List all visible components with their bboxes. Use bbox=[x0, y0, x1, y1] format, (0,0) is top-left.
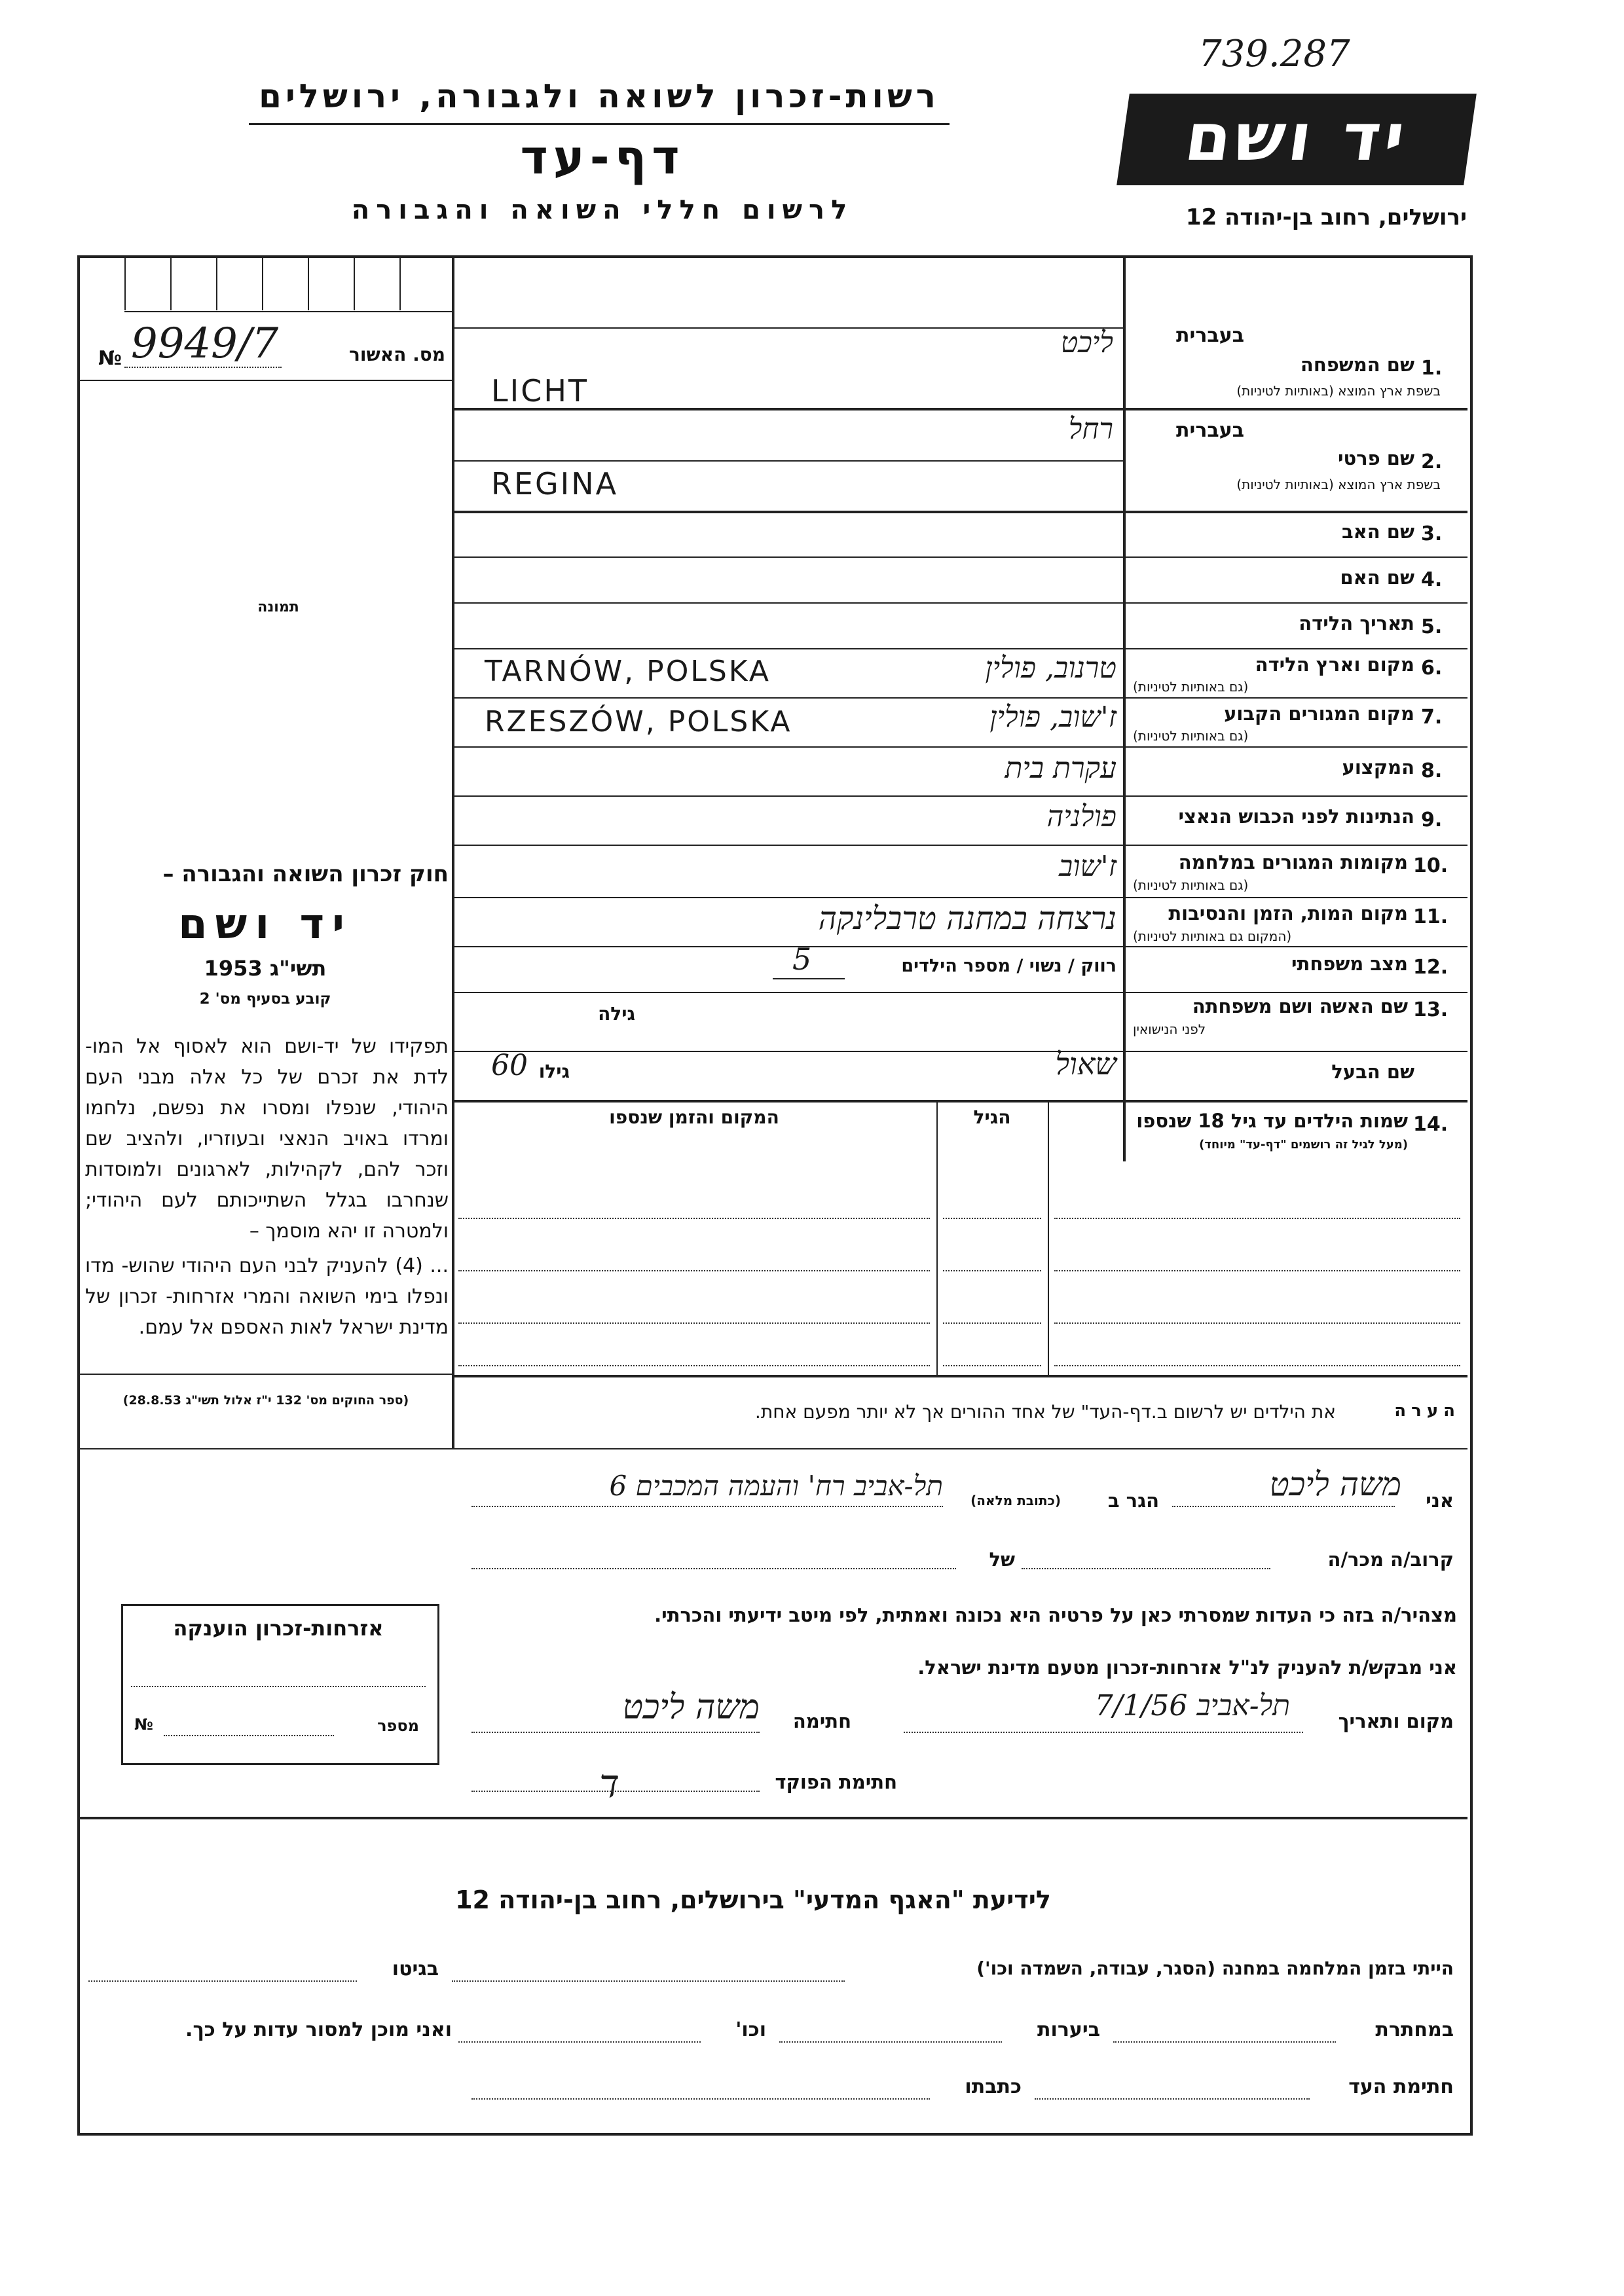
row-line bbox=[452, 897, 1467, 898]
request-text: אני מבקש/ת להעניק לנ"ל אזרחות-זכרון מטעם מדינת ישראל. bbox=[917, 1656, 1457, 1679]
box-divider bbox=[124, 258, 126, 310]
ready-label: ואני מוכן למסור עדות על כך. bbox=[185, 2018, 452, 2041]
f14-divider bbox=[1048, 1100, 1049, 1375]
of-label: של bbox=[989, 1548, 1015, 1571]
law-text-2: ... (4) להעניק לבני העם היהודי שהוש- מדו ונפלו בימי השואה והמרי אזרחות- זכרון של מדינת ישראל לאות האספם אל עמם. bbox=[85, 1254, 449, 1339]
husband-value: שאול bbox=[1055, 1046, 1116, 1082]
field-13-label: שם האשה ושם משפחתה bbox=[1192, 995, 1408, 1017]
field-10-value: ז'שוב bbox=[1059, 850, 1116, 883]
witness-name: משה ליכט bbox=[1269, 1465, 1401, 1503]
signature-line bbox=[471, 1732, 760, 1733]
clerk-signature-line bbox=[471, 1791, 760, 1792]
field-11-value: נרצחה במחנה טרבלינקה bbox=[818, 900, 1116, 937]
field-2-number: 2. bbox=[1421, 450, 1443, 473]
field-2-value-hebrew: רחל bbox=[1068, 412, 1113, 446]
children-table-bottom bbox=[452, 1375, 1467, 1377]
field-12-label: מצב משפחתי bbox=[1291, 953, 1408, 975]
witness-address-line-bottom bbox=[471, 2098, 930, 2100]
place-date-label: מקום ותאריך bbox=[1338, 1710, 1454, 1732]
approval-number-line bbox=[124, 367, 282, 368]
field-14-label: שמות הילדים עד גיל 18 שנספו bbox=[1136, 1110, 1408, 1132]
field-12-status-options: רווק / נשוי / מספר הילדים bbox=[901, 956, 1116, 976]
row-line bbox=[452, 648, 1467, 649]
note-text: את הילדים יש לרשום ב.דף-העד" של אחד ההורים אך לא יותר מפעם אחת. bbox=[754, 1401, 1336, 1423]
field-8-number: 8. bbox=[1421, 759, 1443, 782]
row-line bbox=[452, 460, 1123, 462]
approval-no-symbol: № bbox=[98, 347, 122, 370]
authority-underline bbox=[249, 123, 950, 125]
field-7-value-latin: RZESZÓW, POLSKA bbox=[485, 705, 792, 738]
logo-text: יד ושם bbox=[1180, 99, 1414, 175]
child-row-line bbox=[458, 1218, 930, 1219]
field-6-value-latin: TARNÓW, POLSKA bbox=[485, 655, 771, 688]
authority-line: רשות-זכרון לשואה ולגבורה, ירושלים bbox=[259, 77, 940, 115]
citizenship-no-symbol: № bbox=[134, 1715, 153, 1734]
box-divider bbox=[262, 258, 263, 310]
address-line: ירושלים, רחוב בן-יהודה 12 bbox=[1185, 204, 1467, 230]
row-line bbox=[452, 511, 1467, 513]
etc-label: וכו' bbox=[735, 2018, 766, 2041]
witness-name-line bbox=[1172, 1506, 1395, 1507]
field-13-sublabel: לפני הנישואין bbox=[1133, 1021, 1206, 1037]
child-row-line bbox=[943, 1270, 1041, 1271]
field-1-sublabel: בשפת ארץ המוצא (באותיות לטיניות) bbox=[1236, 383, 1441, 399]
approval-label: מס. האשור bbox=[349, 344, 445, 365]
note-label: הערה bbox=[1394, 1401, 1460, 1421]
law-year: תשי"ג 1953 bbox=[204, 956, 327, 981]
husband-age: 60 bbox=[491, 1049, 528, 1082]
field-1-label: שם המשפחה bbox=[1300, 354, 1414, 376]
approval-number: 9949/7 bbox=[131, 319, 279, 368]
underground-label: במחתרת bbox=[1375, 2018, 1454, 2041]
citizenship-number-line bbox=[164, 1735, 334, 1736]
field-1-hebrew-tag: בעברית bbox=[1176, 324, 1244, 347]
field-6-number: 6. bbox=[1421, 657, 1443, 680]
field-9-value: פולניה bbox=[1046, 800, 1116, 833]
child-row-line bbox=[458, 1365, 930, 1366]
field-7-label: מקום המגורים הקבוע bbox=[1224, 702, 1414, 725]
field-12-number: 12. bbox=[1413, 956, 1449, 979]
field-7-number: 7. bbox=[1421, 706, 1443, 729]
bottom-title: לידיעת "האגף המדעי" בירושלים, רחוב בן-יהודה 12 bbox=[455, 1886, 1051, 1914]
camp-line bbox=[452, 1980, 845, 1982]
box-divider bbox=[399, 258, 401, 310]
field-5-number: 5. bbox=[1421, 615, 1443, 638]
child-row-line bbox=[458, 1270, 930, 1271]
signature-label: חתימה bbox=[792, 1710, 851, 1732]
photo-label: תמונה bbox=[257, 599, 299, 615]
child-row-line bbox=[1054, 1218, 1460, 1219]
field-1-value-hebrew: ליכט bbox=[1060, 326, 1113, 359]
row-line bbox=[452, 795, 1467, 797]
husband-label: שם הבעל bbox=[1331, 1061, 1414, 1083]
field-2-hebrew-tag: בעברית bbox=[1176, 419, 1244, 442]
box-divider bbox=[216, 258, 217, 310]
husband-age-label: גילו bbox=[538, 1061, 570, 1082]
field-14-number: 14. bbox=[1413, 1113, 1449, 1136]
row-line bbox=[452, 556, 1467, 558]
row-line bbox=[452, 845, 1467, 846]
address-hint: (כתובת מלאה) bbox=[970, 1493, 1061, 1508]
clerk-signature-label: חתימת הפוקד bbox=[775, 1771, 897, 1793]
field-10-label: מקומות המגורים במלחמה bbox=[1178, 851, 1408, 873]
field-3-label: שם האב bbox=[1341, 520, 1414, 543]
field-11-label: מקום המות, הזמן והנסיבות bbox=[1168, 902, 1408, 924]
relation-line bbox=[1022, 1568, 1270, 1569]
child-row-line bbox=[943, 1322, 1041, 1324]
field-6-label: מקום וארץ הלידה bbox=[1255, 653, 1414, 676]
citizenship-title: אזרחות-זכרון הוענקה bbox=[173, 1616, 384, 1641]
law-section: קובע בסעיף מס' 2 bbox=[199, 991, 331, 1008]
field-11-sublabel: (המקום גם באותיות לטיניות) bbox=[1133, 928, 1292, 944]
field-10-number: 10. bbox=[1413, 854, 1449, 877]
column-place-time: המקום והזמן שנספו bbox=[609, 1106, 779, 1128]
child-row-line bbox=[1054, 1270, 1460, 1271]
form-title: דף-עד bbox=[520, 130, 685, 185]
witness-signature: משה ליכט bbox=[622, 1688, 760, 1727]
form-subtitle: לרשום חללי השואה והגבורה bbox=[351, 195, 854, 225]
yad-vashem-logo bbox=[1116, 94, 1477, 185]
witness-i-label: אני bbox=[1426, 1489, 1454, 1512]
box-divider bbox=[308, 258, 309, 310]
law-name: יד ושם bbox=[178, 900, 352, 949]
box-divider bbox=[354, 258, 355, 310]
children-count-line bbox=[773, 978, 845, 979]
witness-section-bottom bbox=[80, 1817, 1467, 1819]
law-reference-top bbox=[80, 1374, 452, 1375]
field-2-label: שם פרטי bbox=[1337, 447, 1414, 469]
place-date-value: תל-אביב 7/1/56 bbox=[1094, 1689, 1290, 1722]
row-line bbox=[452, 746, 1467, 748]
row-line bbox=[452, 946, 1467, 947]
clerk-signature: ד bbox=[599, 1761, 619, 1807]
forests-line bbox=[779, 2041, 1002, 2043]
row-line bbox=[452, 408, 1467, 410]
field-7-sublabel: (גם באותיות לטיניות) bbox=[1133, 728, 1249, 744]
row-line bbox=[452, 1100, 1467, 1102]
label-column-divider bbox=[1123, 258, 1126, 1161]
field-6-value-hebrew: טרנוב, פולין bbox=[985, 651, 1116, 685]
field-1-number: 1. bbox=[1421, 357, 1443, 380]
of-line bbox=[471, 1568, 956, 1569]
field-6-sublabel: (גם באותיות לטיניות) bbox=[1133, 679, 1249, 695]
forests-label: ביערות bbox=[1037, 2018, 1100, 2041]
row-line bbox=[452, 697, 1467, 699]
etc-line bbox=[458, 2041, 701, 2043]
child-row-line bbox=[943, 1218, 1041, 1219]
law-title: חוק זכרון השואה והגבורה – bbox=[162, 861, 449, 887]
witness-address: תל-אביב רח' והעמה המכבים 6 bbox=[609, 1470, 943, 1502]
field-14-sublabel: (מעל לגיל זה רושמים "דף-עד" מיוחד) bbox=[1199, 1138, 1408, 1152]
field-3-number: 3. bbox=[1421, 522, 1443, 545]
column-age: הגיל bbox=[973, 1106, 1011, 1128]
row-line bbox=[452, 1051, 1467, 1052]
underground-line bbox=[1113, 2041, 1336, 2043]
left-column-divider bbox=[452, 258, 454, 1449]
camp-line-text: הייתי בזמן המלחמה במחנה (הסגר, עבודה, השמדה וכו') bbox=[976, 1958, 1454, 1979]
row-line bbox=[452, 602, 1467, 604]
field-7-value-hebrew: ז'שוב, פולין bbox=[989, 701, 1116, 734]
field-9-label: הנתינות לפני הכבוש הנאצי bbox=[1178, 805, 1414, 828]
field-4-number: 4. bbox=[1421, 568, 1443, 591]
child-row-line bbox=[943, 1365, 1041, 1366]
approval-row-bottom bbox=[80, 380, 452, 381]
witness-address-line bbox=[471, 1506, 943, 1507]
declaration-text: מצהיר/ה בזה כי העדות שמסרתי כאן על פרטיה היא נכונה ואמתית, לפי מיטב ידיעתי והכרתי. bbox=[654, 1604, 1457, 1626]
law-text-1: תפקידו של יד-ושם הוא לאסוף אל המו- לדת את זכרם של כל אלה מבני העם היהודי, שנפלו ומסרו את נפשם, נלחמו ומרדו באויב הנאצי ובעוזריו, ולהציב שם וזכר להם, לקהילות, לארגונים ולמוסדות שנחרבו בגלל השתייכותם לעם היהודי; ולמטרה זו יהא מוסמך – bbox=[85, 1035, 449, 1243]
field-10-sublabel: (גם באותיות לטיניות) bbox=[1133, 877, 1249, 893]
child-row-line bbox=[1054, 1322, 1460, 1324]
box-divider bbox=[170, 258, 172, 310]
witness-signature-label: חתימת העד bbox=[1348, 2075, 1454, 2098]
field-8-label: המקצוע bbox=[1342, 756, 1414, 778]
row-line bbox=[452, 992, 1467, 993]
ghetto-line bbox=[88, 1980, 357, 1982]
resides-label: הגר ב bbox=[1107, 1489, 1159, 1512]
field-1-value-latin: LICHT bbox=[491, 373, 589, 409]
f14-divider bbox=[936, 1100, 938, 1375]
field-2-sublabel: בשפת ארץ המוצא (באותיות לטיניות) bbox=[1236, 477, 1441, 492]
witness-address-label: כתבתו bbox=[965, 2075, 1022, 2098]
child-row-line bbox=[458, 1322, 930, 1324]
archive-number: 739.287 bbox=[1198, 33, 1350, 75]
field-5-label: תאריך הלידה bbox=[1299, 612, 1414, 634]
ghetto-label: בגיטו bbox=[392, 1958, 439, 1980]
field-4-label: שם האם bbox=[1340, 566, 1414, 589]
law-reference-bottom bbox=[80, 1448, 1467, 1449]
citizenship-number-label: מספר bbox=[377, 1717, 419, 1735]
field-11-number: 11. bbox=[1413, 905, 1449, 928]
place-date-line bbox=[904, 1732, 1303, 1733]
field-2-value-latin: REGINA bbox=[491, 466, 619, 501]
field-9-number: 9. bbox=[1421, 809, 1443, 831]
field-12-children-count: 5 bbox=[792, 941, 812, 977]
field-13-age-label: גילה bbox=[598, 1003, 635, 1025]
relation-label: קרוב/ה מכר/ה bbox=[1327, 1548, 1454, 1571]
witness-signature-line bbox=[1035, 2098, 1310, 2100]
field-8-value: עקרת בית bbox=[1005, 752, 1116, 785]
law-reference: (ספר החוקים מס' 132 י"ז אלול תשי"ג 28.8.53) bbox=[122, 1393, 409, 1408]
citizenship-line bbox=[131, 1686, 426, 1687]
top-boxes-bottom bbox=[124, 311, 452, 312]
field-13-number: 13. bbox=[1413, 998, 1449, 1021]
child-row-line bbox=[1054, 1365, 1460, 1366]
